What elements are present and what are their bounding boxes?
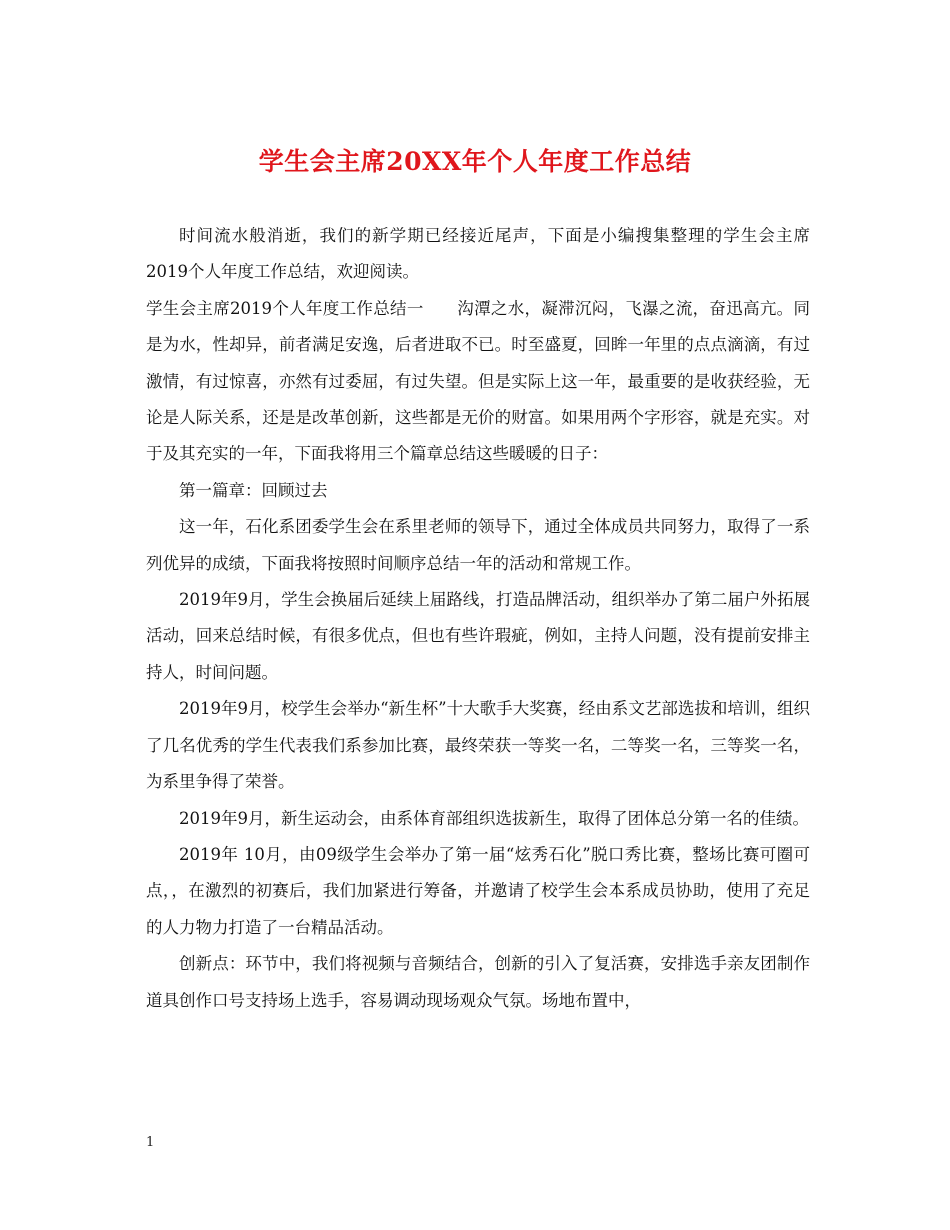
paragraph-intro: 时间流水般消逝，我们的新学期已经接近尾声，下面是小编搜集整理的学生会主席2019个人年度工作总结，欢迎阅读。	[146, 226, 810, 282]
paragraph-innovation: 创新点：环节中，我们将视频与音频结合，创新的引入了复活赛，安排选手亲友团制作道具创作口号支持场上选手，容易调动现场观众气氛。场地布置中，	[146, 954, 810, 1010]
paragraph-year-overview: 这一年，石化系团委学生会在系里老师的领导下，通过全体成员共同努力，取得了一系列优异的成绩，下面我将按照时间顺序总结一年的活动和常规工作。	[146, 517, 810, 573]
document-body	[146, 218, 810, 1019]
page-number: 1	[146, 1135, 155, 1150]
paragraph-outdoor-activity: 2019年9月，学生会换届后延续上届路线，打造品牌活动，组织举办了第二届户外拓展活动，回来总结时候，有很多优点，但也有些许瑕疵，例如，主持人问题，没有提前安排主持人，时间问题。	[146, 590, 810, 682]
document-title: 学生会主席20XX年个人年度工作总结	[258, 147, 692, 176]
section-heading-review: 第一篇章：回顾过去	[179, 480, 328, 500]
paragraph-summary-one: 学生会主席2019个人年度工作总结一 沟潭之水，凝滞沉闷，飞瀑之流，奋迅高亢。同是为水，性却异，前者满足安逸，后者进取不已。时至盛夏，回眸一年里的点点滴滴，有过激情，有过惊喜，亦然有过委屈，有过失望。但是实际上这一年，最重要的是收获经验，无论是人际关系，还是是改革创新，这些都是无价的财富。如果用两个字形容，就是充实。对于及其充实的一年，下面我将用三个篇章总结这些暖暖的日子：	[146, 298, 810, 464]
paragraph-sports-meet: 2019年9月，新生运动会，由系体育部组织选拔新生，取得了团体总分第一名的佳绩。	[179, 808, 809, 828]
paragraph-singer-contest: 2019年9月，校学生会举办“新生杯”十大歌手大奖赛，经由系文艺部选拔和培训，组织了几名优秀的学生代表我们系参加比赛，最终荣获一等奖一名，二等奖一名，三等奖一名，为系里争得了荣誉。	[146, 699, 810, 792]
paragraph-talk-show: 2019年 10月，由09级学生会举办了第一届“炫秀石化”脱口秀比赛，整场比赛可圈可点，，在激烈的初赛后，我们加紧进行筹备，并邀请了校学生会本系成员协助，使用了充足的人力物力打造了一台精品活动。	[146, 844, 810, 937]
